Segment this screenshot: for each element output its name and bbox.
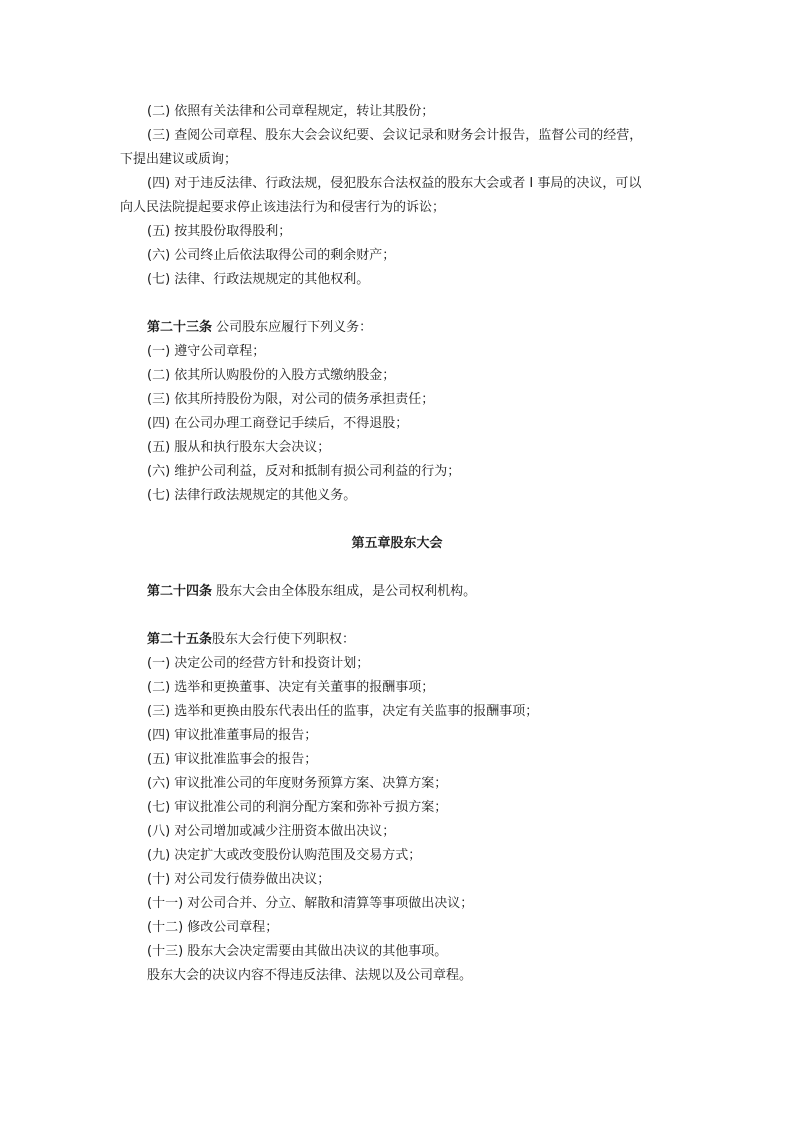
item-text: 公司终止后依法取得公司的剩余财产； <box>174 248 396 263</box>
article-23-number: 第二十三条 <box>147 320 213 335</box>
item-number: (十一) <box>147 896 184 911</box>
article-24-text: 股东大会由全体股东组成，是公司权利机构。 <box>216 584 477 599</box>
list-item <box>120 412 700 436</box>
item-text: 查阅公司章程、股东大会会议纪要、会议记录和财务会计报告，监督公司的经营， <box>174 128 643 143</box>
list-item <box>120 748 700 772</box>
item-number: (六) <box>147 776 171 791</box>
item-number: (十) <box>147 872 171 887</box>
item-text: 选举和更换由股东代表出任的监事，决定有关监事的报酬事项； <box>174 704 539 719</box>
list-item <box>120 820 700 844</box>
article-25-intro: 股东大会行使下列职权： <box>212 632 356 647</box>
item-text: 审议批准监事会的报告； <box>174 752 318 767</box>
item-text: 对公司合并、分立、解散和清算等事项做出决议； <box>187 896 474 911</box>
item-number: (三) <box>147 704 171 719</box>
item-number: (八) <box>147 824 171 839</box>
list-item <box>120 100 700 124</box>
article-23-intro: 公司股东应履行下列义务： <box>216 320 373 335</box>
item-text: 决定公司的经营方针和投资计划； <box>174 656 370 671</box>
item-text: 维护公司利益，反对和抵制有损公司利益的行为； <box>174 464 461 479</box>
list-item <box>120 700 700 724</box>
article-24-line <box>120 580 700 604</box>
spacer <box>120 292 700 316</box>
item-text: 对公司发行债券做出决议； <box>174 872 331 887</box>
list-item <box>120 796 700 820</box>
item-number: (五) <box>147 224 171 239</box>
item-number: (五) <box>147 752 171 767</box>
article-25-number: 第二十五条 <box>147 632 213 647</box>
item-text: 对公司增加或减少注册资本做出决议； <box>174 824 396 839</box>
list-item <box>120 364 700 388</box>
list-item <box>120 268 700 292</box>
item-number: (三) <box>147 128 171 143</box>
list-item <box>120 460 700 484</box>
list-item <box>120 436 700 460</box>
list-item <box>120 172 700 196</box>
item-number: (九) <box>147 848 171 863</box>
spacer <box>120 556 700 580</box>
item-number: (十三) <box>147 944 184 959</box>
document-body <box>120 100 700 988</box>
item-text: 法律行政法规规定的其他义务。 <box>174 488 357 503</box>
item-number: (二) <box>147 368 171 383</box>
item-number: (十二) <box>147 920 184 935</box>
item-number: (三) <box>147 392 171 407</box>
list-item <box>120 940 700 964</box>
item-number: (六) <box>147 464 171 479</box>
item-number: (一) <box>147 344 171 359</box>
item-text: 依其所认购股份的入股方式缴纳股金； <box>174 368 396 383</box>
item-text: 在公司办理工商登记手续后，不得退股； <box>174 416 409 431</box>
item-number: (二) <box>147 680 171 695</box>
list-item <box>120 124 700 148</box>
list-item <box>120 844 700 868</box>
spacer <box>120 508 700 532</box>
item-text: 法律、行政法规规定的其他权利。 <box>174 272 370 287</box>
list-item-continuation: 向人民法院提起要求停止该违法行为和侵害行为的诉讼； <box>120 200 446 215</box>
list-item <box>120 916 700 940</box>
list-item <box>120 388 700 412</box>
item-number: (六) <box>147 248 171 263</box>
list-item <box>120 676 700 700</box>
item-number: (七) <box>147 272 171 287</box>
list-item <box>120 772 700 796</box>
list-item <box>120 340 700 364</box>
item-number: (七) <box>147 800 171 815</box>
item-text: 对于违反法律、行政法规，侵犯股东合法权益的股东大会或者 I 事局的决议，可以 <box>174 176 642 191</box>
list-item <box>120 220 700 244</box>
item-number: (五) <box>147 440 171 455</box>
item-text: 审议批准董事局的报告； <box>174 728 318 743</box>
item-text: 依其所持股份为限，对公司的债务承担责任； <box>174 392 435 407</box>
list-item-continuation: 下提出建议或质询； <box>120 152 238 167</box>
list-item <box>120 868 700 892</box>
article-24-number: 第二十四条 <box>147 584 213 599</box>
item-number: (四) <box>147 176 171 191</box>
item-text: 服从和执行股东大会决议； <box>174 440 331 455</box>
item-text: 按其股份取得股利； <box>174 224 292 239</box>
spacer <box>120 604 700 628</box>
item-number: (二) <box>147 104 171 119</box>
item-text: 审议批准公司的利润分配方案和弥补亏损方案； <box>174 800 448 815</box>
item-number: (一) <box>147 656 171 671</box>
chapter-title: 第五章股东大会 <box>351 536 443 551</box>
item-number: (四) <box>147 416 171 431</box>
list-item <box>120 652 700 676</box>
list-item <box>120 892 700 916</box>
item-text: 审议批准公司的年度财务预算方案、决算方案； <box>174 776 448 791</box>
item-number: (七) <box>147 488 171 503</box>
item-text: 遵守公司章程； <box>174 344 266 359</box>
item-text: 决定扩大或改变股份认购范围及交易方式； <box>174 848 422 863</box>
article-25-closing: 股东大会的决议内容不得违反法律、法规以及公司章程。 <box>147 968 473 983</box>
item-number: (四) <box>147 728 171 743</box>
list-item <box>120 484 700 508</box>
article-23-heading-line <box>120 316 700 340</box>
item-text: 修改公司章程； <box>187 920 279 935</box>
list-item <box>120 724 700 748</box>
item-text: 选举和更换董事、决定有关董事的报酬事项； <box>174 680 435 695</box>
list-item <box>120 244 700 268</box>
article-25-heading-line <box>120 628 700 652</box>
item-text: 股东大会决定需要由其做出决议的其他事项。 <box>187 944 448 959</box>
item-text: 依照有关法律和公司章程规定，转让其股份； <box>174 104 435 119</box>
